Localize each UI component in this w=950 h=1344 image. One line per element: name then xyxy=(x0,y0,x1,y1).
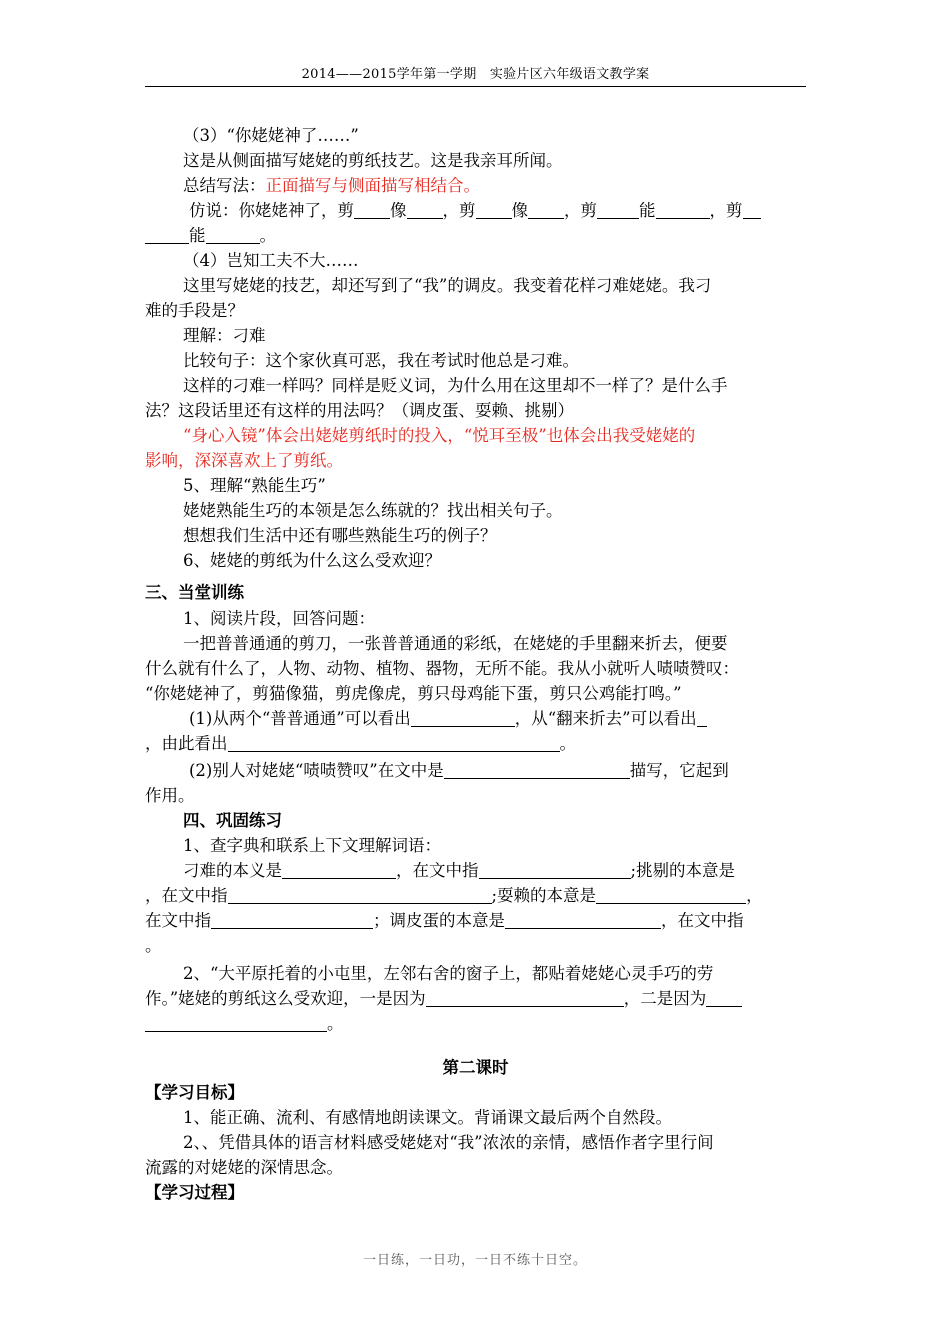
text-line: 一把普普通通的剪刀，一张普普通通的彩纸，在姥姥的手里翻来折去，便要 xyxy=(183,634,728,653)
blank-line xyxy=(479,860,631,879)
lesson-title: 第二课时 xyxy=(442,1058,509,1077)
text-span: 像 xyxy=(390,201,407,220)
text-span: ，在文中指 xyxy=(396,861,479,880)
highlight-text: 影响，深深喜欢上了剪纸。 xyxy=(145,451,343,470)
text-line: 1、能正确、流利、有感情地朗读课文。背诵课文最后两个自然段。 xyxy=(183,1108,672,1127)
text-line xyxy=(145,987,806,1011)
blank-line xyxy=(505,910,661,929)
text-line: 这样的刁难一样吗？同样是贬义词，为什么用在这里却不一样了？是什么手 xyxy=(183,376,728,395)
text-line: （3）“你姥姥神了……” xyxy=(183,126,359,145)
text-span: ，在文中指 xyxy=(145,886,228,905)
text-line: 这里写姥姥的技艺，却还写到了“我”的调皮。我变着花样刁难姥姥。我刁 xyxy=(183,276,712,295)
blank-line xyxy=(228,885,492,904)
text-line xyxy=(145,859,806,883)
blank-line xyxy=(743,200,761,219)
text-span: ;挑剔的本意是 xyxy=(630,861,736,880)
text-line: 姥姥熟能生巧的本领是怎么练就的？找出相关句子。 xyxy=(183,501,563,520)
text-span: ，剪 xyxy=(709,201,743,220)
text-span: ；调皮蛋的本意是 xyxy=(373,911,505,930)
text-line: 流露的对姥姥的深情思念。 xyxy=(145,1158,343,1177)
text-span: 能 xyxy=(189,226,206,245)
text-span: ，从“翻来折去”可以看出 xyxy=(514,709,697,728)
blank-line xyxy=(411,708,515,727)
section-heading: 【学习目标】 xyxy=(145,1083,244,1102)
text-line: 2、“大平原托着的小屯里，左邻右舍的窗子上，都贴着姥姥心灵手巧的劳 xyxy=(183,964,714,983)
blank-line xyxy=(476,200,512,219)
text-line: “你姥姥神了，剪猫像猫，剪虎像虎，剪只母鸡能下蛋，剪只公鸡能打鸣。” xyxy=(145,684,682,703)
text-line: 比较句子：这个家伙真可恶，我在考试时他总是刁难。 xyxy=(183,351,579,370)
section-heading: 三、当堂训练 xyxy=(145,583,244,602)
text-span: 在文中指 xyxy=(145,911,211,930)
text-span: ，由此看出 xyxy=(145,734,228,753)
text-line: 这是从侧面描写姥姥的剪纸技艺。这是我亲耳所闻。 xyxy=(183,151,563,170)
text-span: 像 xyxy=(511,201,528,220)
text-line: 2、、凭借具体的语言材料感受姥姥对“我”浓浓的亲情，感悟作者字里行间 xyxy=(183,1133,714,1152)
text-line: 理解：刁难 xyxy=(183,326,266,345)
text-line: 作用。 xyxy=(145,786,195,805)
text-line: 。 xyxy=(145,936,162,955)
text-span: 能 xyxy=(639,201,656,220)
text-span: 刁难的本义是 xyxy=(183,861,282,880)
blank-line xyxy=(656,200,710,219)
page-header: 2014——2015学年第一学期 实验片区六年级语文教学案 xyxy=(145,66,806,87)
blank-line xyxy=(697,708,707,727)
text-line xyxy=(145,199,806,223)
text-span: ， xyxy=(746,886,763,905)
blank-line xyxy=(228,733,560,752)
blank-line xyxy=(145,225,189,244)
blank-line xyxy=(597,200,639,219)
text-line: 想想我们生活中还有哪些熟能生巧的例子？ xyxy=(183,526,497,545)
text-span: (1)从两个“普普通通”可以看出 xyxy=(189,709,411,728)
text-line xyxy=(145,759,806,783)
blank-line xyxy=(145,1013,327,1032)
text-span: 描写，它起到 xyxy=(629,761,729,780)
text-span: ，剪 xyxy=(442,201,476,220)
text-line xyxy=(145,1012,806,1036)
blank-line xyxy=(206,225,260,244)
text-line: 5、理解“熟能生巧” xyxy=(183,476,326,495)
text-span: (2)别人对姥姥“啧啧赞叹”在文中是 xyxy=(189,761,444,780)
text-line: 法？这段话里还有这样的用法吗？（调皮蛋、耍赖、挑剔） xyxy=(145,401,574,420)
text-span: ，在文中指 xyxy=(661,911,744,930)
text-span: ;耍赖的本意是 xyxy=(491,886,597,905)
blank-line xyxy=(528,200,564,219)
text-span: 。 xyxy=(327,1014,344,1033)
section-heading: 四、巩固练习 xyxy=(183,811,282,830)
highlight-text: “身心入镜”体会出姥姥剪纸时的投入，“悦耳至极”也体会出我受姥姥的 xyxy=(183,426,696,445)
text-span: 作。”姥姥的剪纸这么受欢迎，一是因为 xyxy=(145,989,426,1008)
blank-line xyxy=(354,200,390,219)
text-line xyxy=(145,884,806,908)
text-line xyxy=(145,909,806,933)
blank-line xyxy=(444,760,630,779)
text-line: 1、查字典和联系上下文理解词语： xyxy=(183,836,441,855)
text-span: 总结写法： xyxy=(183,176,266,195)
blank-line xyxy=(282,860,396,879)
text-span: ，二是因为 xyxy=(623,989,707,1008)
text-span: 仿说：你姥姥神了，剪 xyxy=(189,201,354,220)
highlight-text: 正面描写与侧面描写相结合。 xyxy=(265,176,480,195)
text-line xyxy=(145,707,806,731)
text-line: 1、阅读片段，回答问题： xyxy=(183,609,375,628)
text-span: 。 xyxy=(559,734,576,753)
text-line: 什么就有什么了，人物、动物、植物、器物，无所不能。我从小就听人啧啧赞叹： xyxy=(145,659,739,678)
text-line xyxy=(145,174,806,198)
blank-line xyxy=(211,910,373,929)
text-span: ，剪 xyxy=(564,201,597,220)
section-heading: 【学习过程】 xyxy=(145,1183,244,1202)
blank-line xyxy=(596,885,746,904)
blank-line xyxy=(426,988,624,1007)
blank-line xyxy=(407,200,443,219)
text-line: 6、姥姥的剪纸为什么这么受欢迎？ xyxy=(183,551,441,570)
text-line: 难的手段是？ xyxy=(145,301,244,320)
text-line xyxy=(145,732,806,756)
text-line: （4）岂知工夫不大…… xyxy=(183,251,359,270)
text-span: 。 xyxy=(259,226,276,245)
page-footer: 一日练，一日功，一日不练十日空。 xyxy=(362,1253,587,1268)
blank-line xyxy=(706,988,742,1007)
text-line xyxy=(145,224,806,248)
